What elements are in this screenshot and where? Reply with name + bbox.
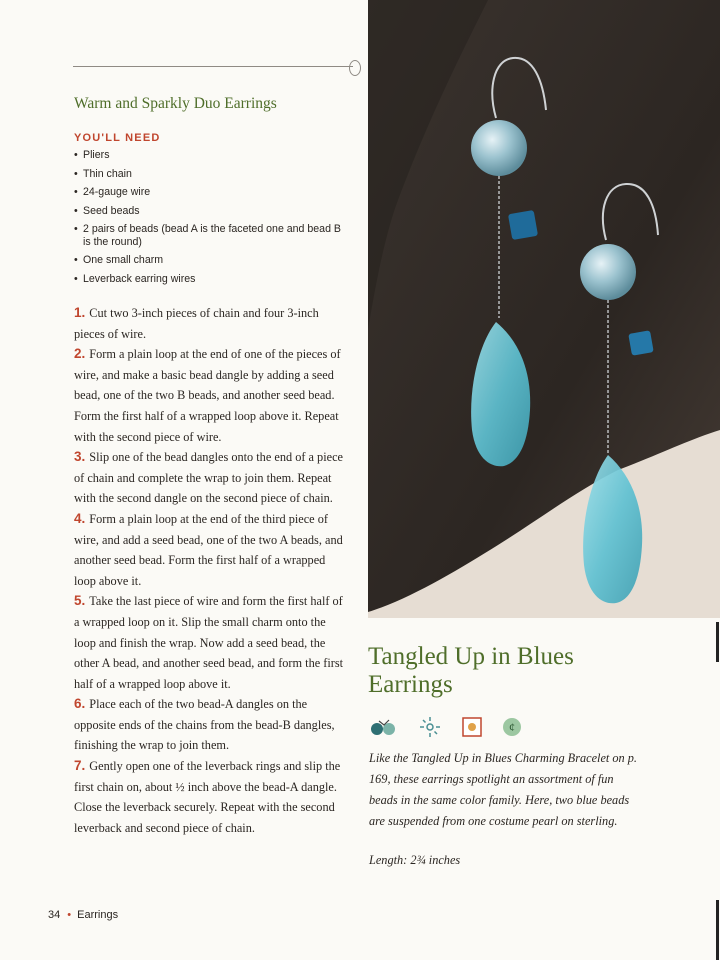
findings-icon xyxy=(419,716,441,738)
step-5 xyxy=(74,591,350,694)
step-text: Form a plain loop at the end of the third piece of wire, and add a seed bead, one of the two A beads, and another seed bead. Form the first half of a wrapped loop above it. xyxy=(74,511,343,588)
material-item: • Seed beads xyxy=(74,205,344,218)
step-text: Form a plain loop at the end of one of the pieces of wire, and make a basic bead dangle by adding a seed bead, one of the two B beads, and another seed bead. Form the first half of a wrapped loop above it. Repeat with the second piece of wire. xyxy=(74,347,341,444)
page-edge-mark xyxy=(716,900,719,960)
earrings-illustration xyxy=(368,0,720,618)
step-number: 1. xyxy=(74,305,86,320)
project-title xyxy=(368,643,668,699)
step-number: 6. xyxy=(74,696,86,712)
step-text: Take the last piece of wire and form the first half of a wrapped loop on it. Slip the small charm onto the loop and finish the wrap. Now add a seed bead, the other A bead, and another seed bead, and form the first half of a wrapped loop above it. xyxy=(74,594,344,691)
step-number: 7. xyxy=(74,758,86,774)
material-item: • One small charm xyxy=(74,254,344,267)
section-title: Warm and Sparkly Duo Earrings xyxy=(74,95,277,112)
material-item: • 24-gauge wire xyxy=(74,186,344,199)
project-title-line-1: Tangled Up in Blues xyxy=(368,643,574,670)
beads-icon xyxy=(369,716,399,738)
material-item: • 2 pairs of beads (bead A is the faceted one and bead B is the round) xyxy=(74,223,344,248)
footer-section: Earrings xyxy=(77,909,119,921)
earrings-photo xyxy=(368,0,720,618)
step-text: Place each of the two bead-A dangles on the opposite ends of the chains from the bead-B dangles, finishing the wrap to join them. xyxy=(74,697,335,753)
page-number: 34 xyxy=(48,909,61,921)
svg-text:¢: ¢ xyxy=(509,720,515,734)
step-4 xyxy=(74,509,350,591)
project-description: Like the Tangled Up in Blues Charming Bracelet on p. 169, these earrings spotlight an assortment of fun beads in the same color family. Here, two blue beads are suspended from one costume pearl on sterling. xyxy=(369,751,638,828)
step-text: Cut two 3-inch pieces of chain and four 3-inch pieces of wire. xyxy=(74,306,319,341)
step-number: 5. xyxy=(74,593,86,609)
project-title-line-2: Earrings xyxy=(368,671,453,698)
material-item: • Thin chain xyxy=(74,168,344,181)
material-item: • Pliers xyxy=(74,149,344,162)
step-2 xyxy=(74,344,350,447)
youll-need-heading: YOU'LL NEED xyxy=(74,132,161,144)
step-number: 4. xyxy=(74,510,86,526)
step-6 xyxy=(74,694,350,756)
page-edge-mark xyxy=(716,622,719,662)
header-rule-ornament xyxy=(349,60,361,76)
cost-icon xyxy=(501,716,523,738)
step-number: 3. xyxy=(74,449,86,465)
materials-list xyxy=(74,149,344,291)
step-3 xyxy=(74,447,350,509)
step-number: 2. xyxy=(74,346,86,362)
footer-bullet: • xyxy=(67,909,72,921)
instruction-steps xyxy=(74,303,350,838)
step-text: Gently open one of the leverback rings and slip the first chain on, about ½ inch above the bead-A dangle. Close the leverback securely. Repeat with the second leverback and second piece of chain. xyxy=(74,759,341,835)
project-length: Length: 2¾ inches xyxy=(369,853,461,867)
step-1 xyxy=(74,303,350,344)
page-footer xyxy=(48,909,118,921)
header-rule xyxy=(73,66,353,67)
material-item: • Leverback earring wires xyxy=(74,273,344,286)
step-text: Slip one of the bead dangles onto the end of a piece of chain and complete the wrap to join them. Repeat with the second dangle on the second piece of chain. xyxy=(74,450,343,506)
charm-icon xyxy=(461,716,483,738)
step-7 xyxy=(74,756,350,838)
